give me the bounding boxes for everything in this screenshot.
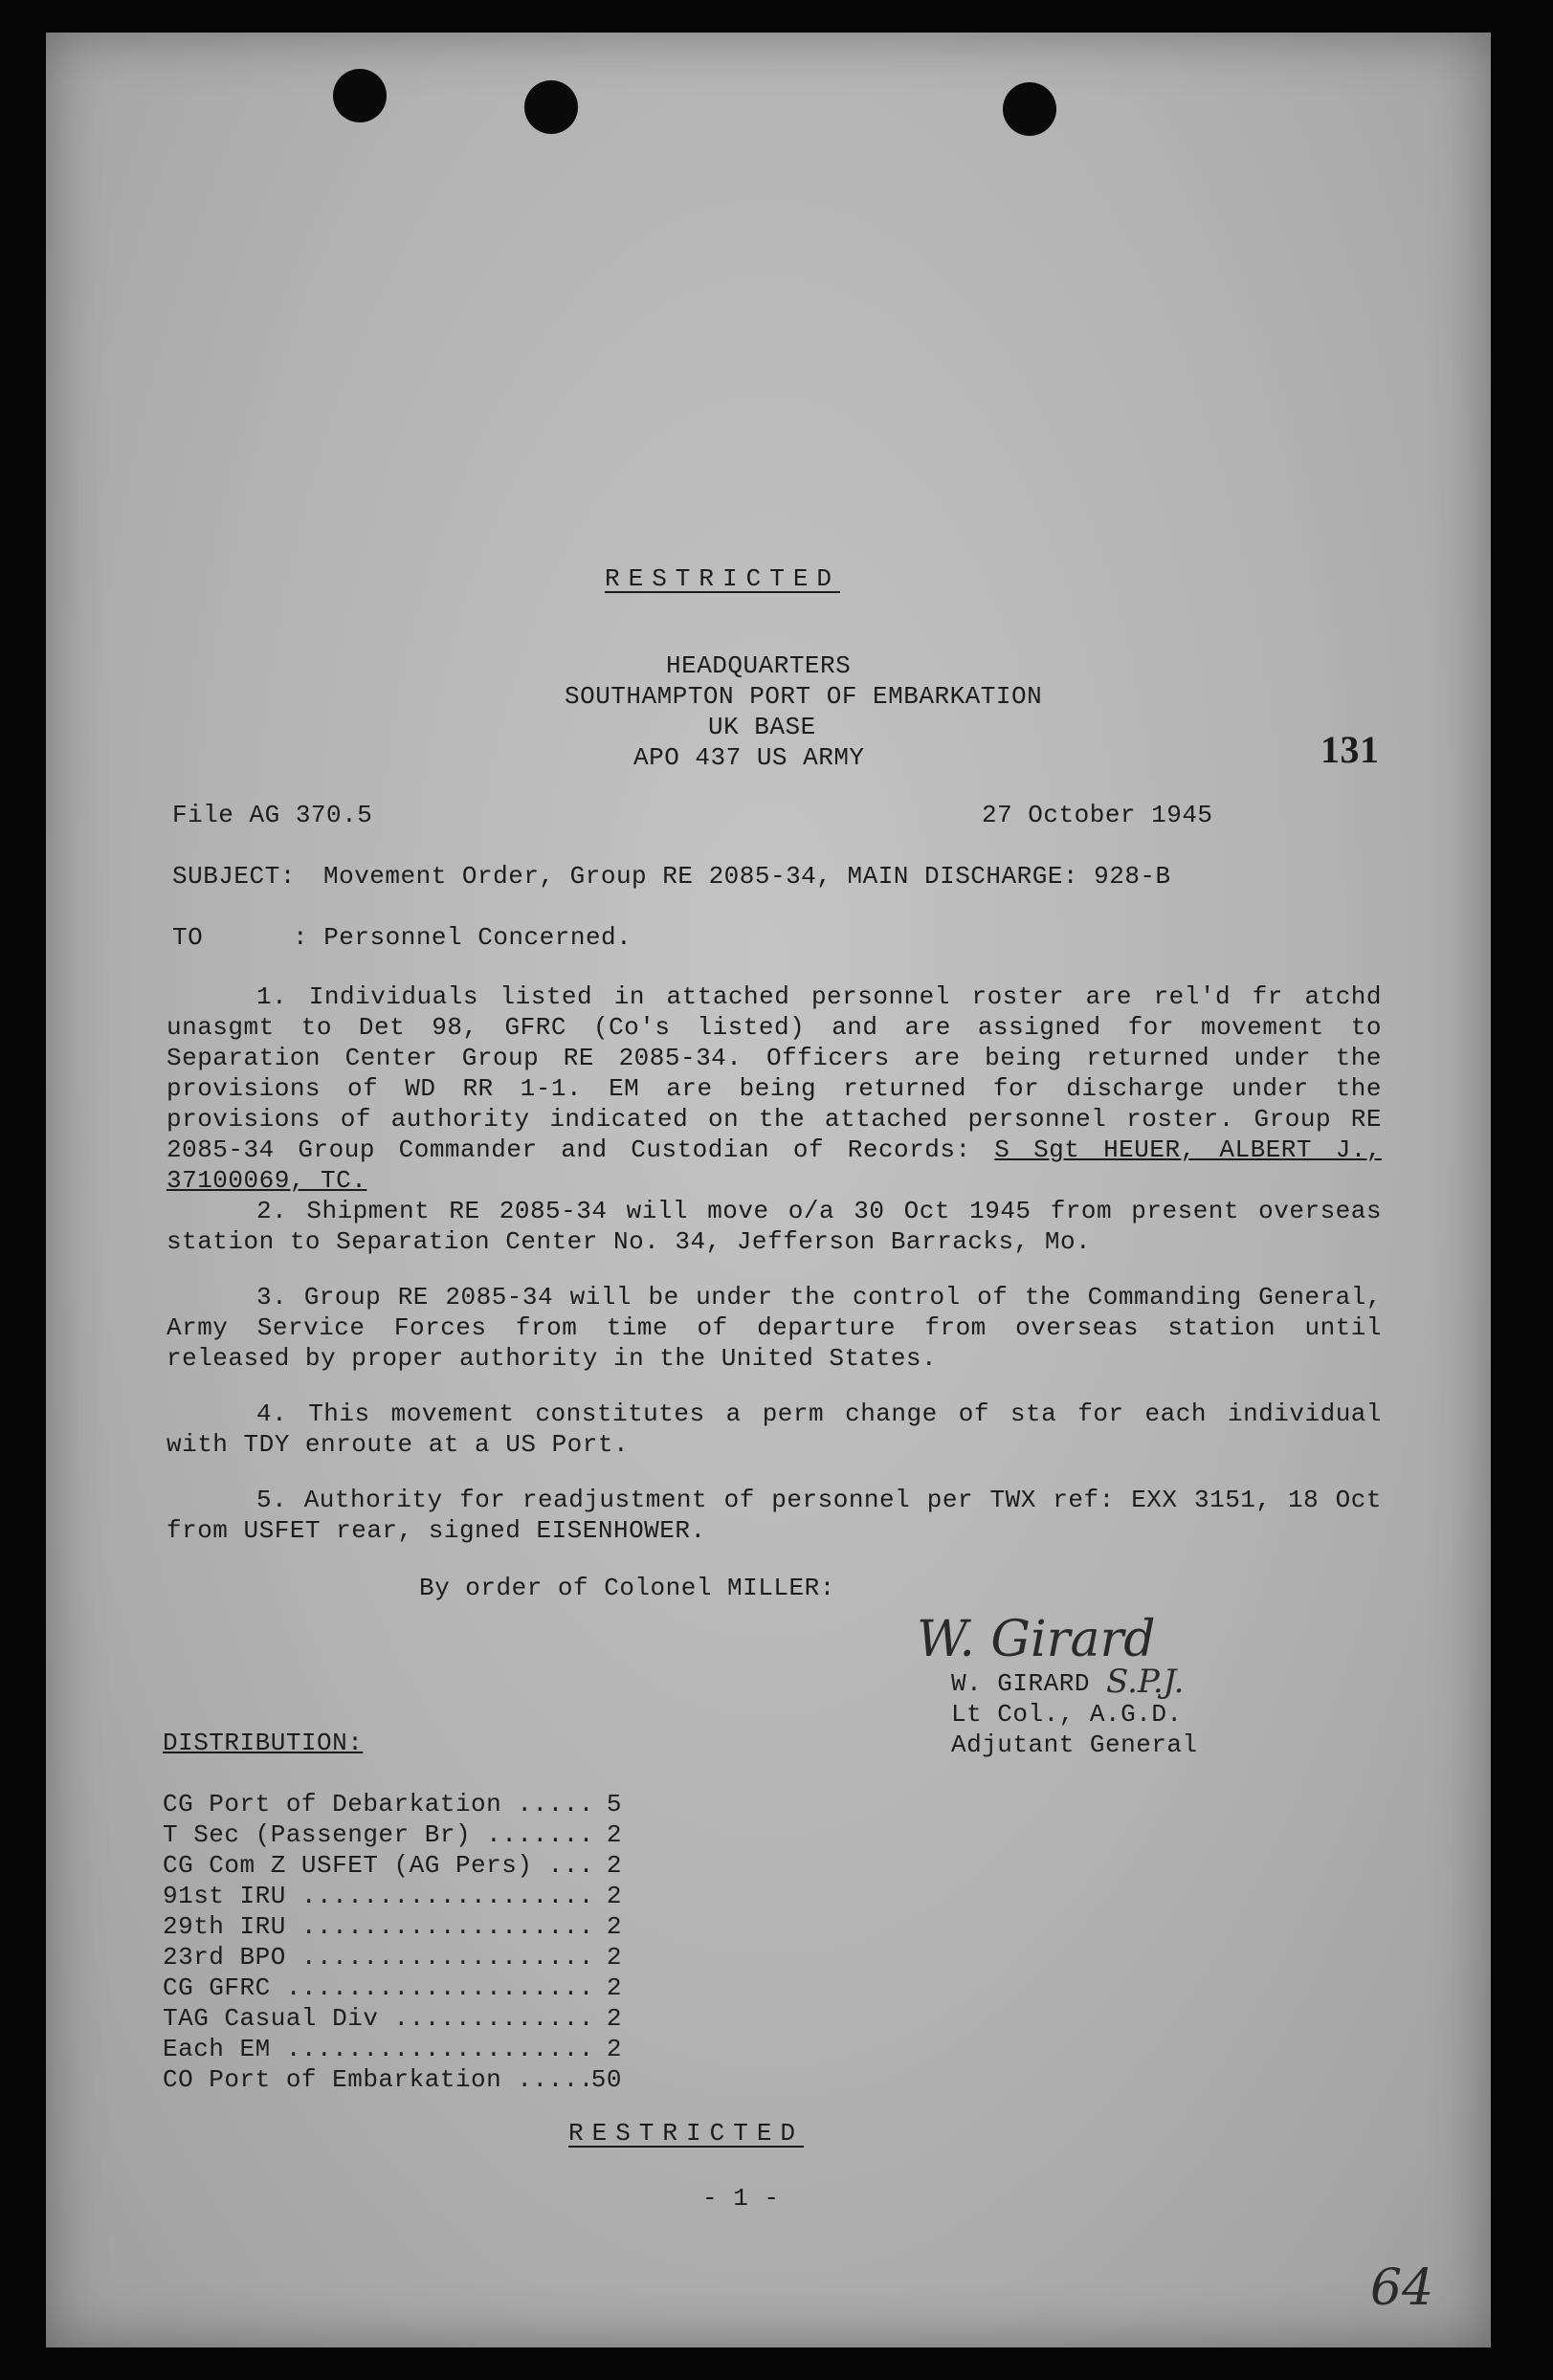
distribution-recipient: Each EM ..... <box>163 2034 588 2064</box>
paragraph-5: 5. Authority for readjustment of personnel per TWX ref: EXX 3151, 18 Oct from USFET rear, signed EISENHOWER. <box>166 1486 1382 1545</box>
document-date: 27 October 1945 <box>982 801 1213 829</box>
distribution-row <box>163 1911 622 1942</box>
restricted-header: RESTRICTED <box>605 564 841 593</box>
file-reference: File AG 370.5 <box>172 801 373 829</box>
paragraph-2: 2. Shipment RE 2085-34 will move o/a 30 Oct 1945 from present overseas station to Separation Center No. 34, Jefferson Barracks, Mo. <box>166 1197 1382 1256</box>
distribution-recipient: 29th IRU ..... <box>163 1911 588 1942</box>
org-line-2: SOUTHAMPTON PORT OF EMBARKATION <box>565 682 1043 711</box>
distribution-row <box>163 1789 622 1819</box>
to-label: TO <box>172 923 204 952</box>
signatory-rank: Lt Col., A.G.D. <box>951 1700 1183 1729</box>
punch-hole <box>524 80 578 134</box>
distribution-row <box>163 1972 622 2003</box>
distribution-row <box>163 1942 622 1972</box>
distribution-heading: DISTRIBUTION: <box>163 1729 364 1757</box>
to-text: : Personnel Concerned. <box>293 923 632 952</box>
distribution-recipient: TAG Casual Div ..... <box>163 2003 588 2034</box>
distribution-count: 2 <box>606 1912 622 1941</box>
distribution-recipient: CG GFRC ..... <box>163 1972 588 2003</box>
distribution-row <box>163 1881 622 1911</box>
punch-hole <box>333 69 387 122</box>
org-line-3: UK BASE <box>708 713 816 741</box>
paragraph-1-text: 1. Individuals listed in attached personnel roster are rel'd fr atchd unasgmt to Det 98, GFRC (Co's listed) and are assigned for movement to Separation Center Group RE 2085-34. Officers are being returned under the provisions of WD RR 1-1. EM are being returned for discharge under the provisions of authority indicated on the attached personnel roster. Group RE 2085-34 Group Commander and Custodian of Records: <box>166 982 1382 1164</box>
custodian-name: S Sgt HEUER, ALBERT J., 37100069, TC. <box>166 1135 1383 1195</box>
distribution-recipient: 23rd BPO ..... <box>163 1942 588 1972</box>
distribution-list <box>163 1789 622 2095</box>
paragraph-3: 3. Group RE 2085-34 will be under the control of the Commanding General, Army Service Forces from time of departure from overseas station until released by proper authority in the United States. <box>166 1283 1382 1373</box>
page-stamp: 131 <box>1320 728 1380 771</box>
distribution-row <box>163 2003 622 2034</box>
signatory-name: W. GIRARD <box>951 1669 1090 1698</box>
distribution-count: 50 <box>590 2065 622 2094</box>
distribution-recipient: 91st IRU ..... <box>163 1881 588 1911</box>
distribution-count: 2 <box>606 1882 622 1910</box>
signature-initials: S.P.J. <box>1106 1663 1185 1701</box>
page-number: - 1 - <box>702 2184 780 2213</box>
distribution-count: 2 <box>606 2004 622 2033</box>
paragraph-1 <box>166 981 1382 1196</box>
distribution-count: 5 <box>606 1790 622 1818</box>
distribution-count: 2 <box>606 1943 622 1972</box>
distribution-recipient: CG Com Z USFET (AG Pers) ..... <box>163 1850 588 1881</box>
org-line-4: APO 437 US ARMY <box>633 743 865 772</box>
distribution-row <box>163 1850 622 1881</box>
distribution-row <box>163 2034 622 2064</box>
distribution-count: 2 <box>606 1851 622 1880</box>
handwritten-page-number: 64 <box>1370 2259 1434 2317</box>
distribution-count: 2 <box>606 1820 622 1849</box>
distribution-recipient: CO Port of Embarkation ..... <box>163 2064 588 2095</box>
by-order-line: By order of Colonel MILLER: <box>419 1574 835 1602</box>
subject-text: Movement Order, Group RE 2085-34, MAIN DISCHARGE: 928-B <box>323 862 1171 891</box>
distribution-row <box>163 2064 622 2095</box>
restricted-footer: RESTRICTED <box>568 2119 805 2148</box>
paragraph-4: 4. This movement constitutes a perm change of sta for each individual with TDY enroute at a US Port. <box>166 1399 1382 1459</box>
distribution-count: 2 <box>606 1973 622 2002</box>
punch-hole <box>1003 82 1056 136</box>
distribution-row <box>163 1819 622 1850</box>
distribution-recipient: CG Port of Debarkation ..... <box>163 1789 588 1819</box>
signatory-title: Adjutant General <box>951 1730 1198 1759</box>
document-page <box>46 33 1491 2347</box>
distribution-recipient: T Sec (Passenger Br) ..... <box>163 1819 588 1850</box>
subject-label: SUBJECT: <box>172 862 296 891</box>
org-line-1: HEADQUARTERS <box>666 651 852 680</box>
handwritten-signature: W. Girard <box>917 1611 1156 1668</box>
distribution-count: 2 <box>606 2035 622 2063</box>
